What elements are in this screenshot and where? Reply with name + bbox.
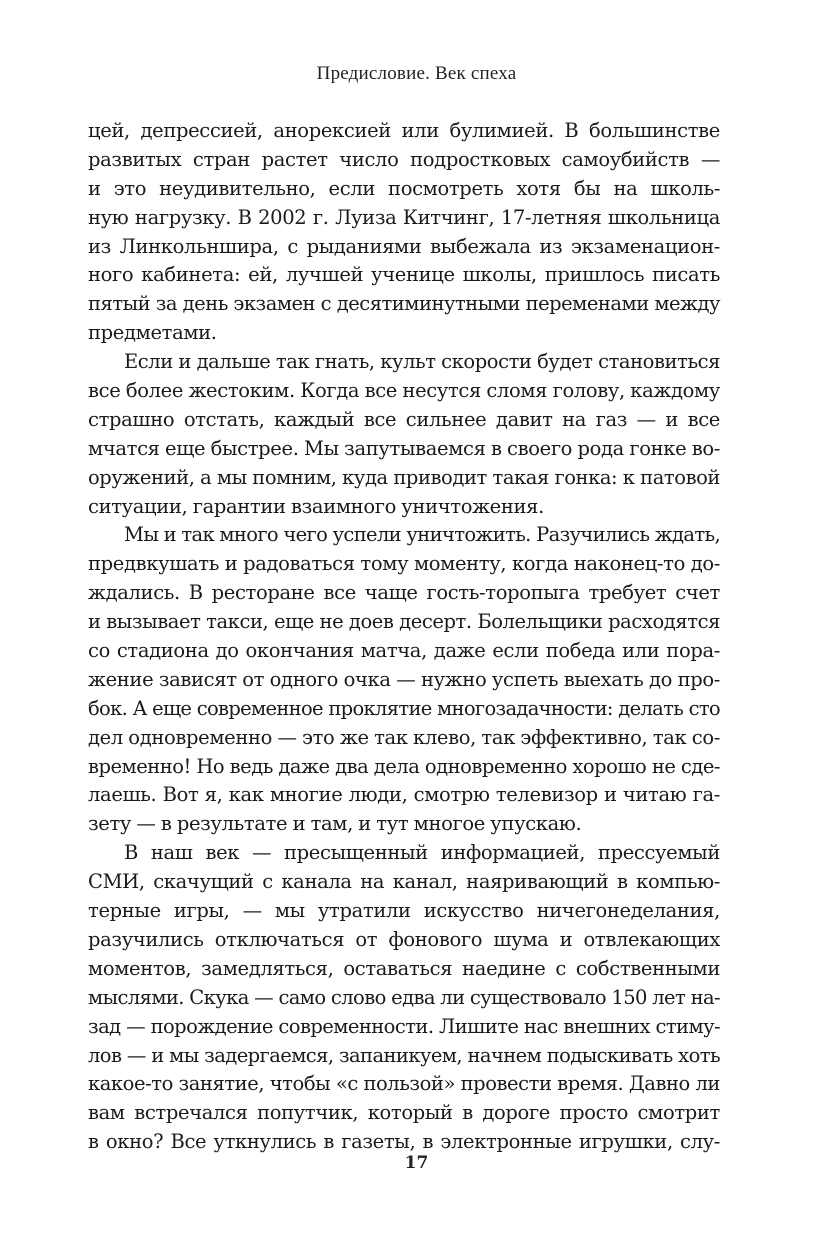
running-head: Предисловие. Век спеха	[316, 63, 517, 84]
text-line: предметами.	[88, 321, 217, 345]
text-line: пятый за день экзамен с десятиминутными переменами между	[88, 292, 720, 316]
text-line: ную нагрузку. В 2002 г. Луиза Китчинг, 17-летняя школьница	[88, 205, 720, 229]
text-line: со стадиона до окончания матча, даже если победа или пора-	[88, 639, 720, 663]
body-text	[88, 117, 720, 1157]
text-line: дел одновременно — это же так клево, так эффективно, так со-	[88, 725, 720, 749]
text-line: все более жестоким. Когда все несутся сломя голову, каждому	[88, 379, 720, 403]
text-line: моментов, замедляться, оставаться наедине с собственными	[88, 956, 720, 980]
text-line: лов — и мы задергаемся, запаникуем, начнем подыскивать хоть	[88, 1043, 720, 1067]
text-line: СМИ, скачущий с канала на канал, наяривающий в компью-	[88, 870, 720, 894]
text-line: и вызывает такси, еще не доев десерт. Болельщики расходятся	[88, 610, 720, 634]
text-line: зад — порождение современности. Лишите нас внешних стиму-	[88, 1014, 720, 1038]
text-line: цей, депрессией, анорексией или булимией. В большинстве	[88, 119, 720, 142]
text-line: терные игры, — мы утратили искусство ничегонеделания,	[88, 899, 720, 923]
text-line: Мы и так много чего успели уничтожить. Разучились ждать,	[124, 523, 720, 547]
text-line: мыслями. Скука — само слово едва ли существовало 150 лет на-	[88, 985, 720, 1009]
page-number: 17	[404, 1153, 429, 1173]
text-line: в окно? Все уткнулись в газеты, в электронные игрушки, слу-	[88, 1130, 720, 1154]
text-line: бок. А еще современное проклятие многозадачности: делать сто	[88, 696, 720, 720]
text-line: В наш век — пресыщенный информацией, прессуемый	[124, 841, 720, 865]
text-line: предвкушать и радоваться тому моменту, когда наконец-то до-	[88, 552, 720, 576]
text-line: развитых стран растет число подростковых самоубийств —	[88, 147, 720, 171]
text-line: зету — в результате и там, и тут многое упускаю.	[88, 812, 582, 836]
text-line: страшно отстать, каждый все сильнее давит на газ — и все	[88, 407, 720, 431]
text-line: из Линкольншира, с рыданиями выбежала из экзаменацион-	[88, 234, 720, 258]
text-line: какое-то занятие, чтобы «с пользой» провести время. Давно ли	[88, 1072, 720, 1096]
text-line: временно! Но ведь даже два дела одновременно хорошо не сде-	[88, 754, 720, 778]
text-line: жение зависят от одного очка — нужно успеть выехать до про-	[88, 667, 720, 691]
text-line: ситуации, гарантии взаимного уничтожения.	[88, 494, 544, 518]
text-line: оружений, а мы помним, куда приводит такая гонка: к патовой	[88, 465, 720, 489]
text-line: вам встречался попутчик, который в дороге просто смотрит	[88, 1101, 720, 1125]
text-line: мчатся еще быстрее. Мы запутываемся в своего рода гонке во-	[88, 436, 720, 460]
text-line: ного кабинета: ей, лучшей ученице школы, пришлось писать	[88, 263, 720, 287]
text-line: разучились отключаться от фонового шума и отвлекающих	[88, 927, 720, 951]
text-line: ждались. В ресторане все чаще гость-торопыга требует счет	[88, 581, 720, 605]
text-line: лаешь. Вот я, как многие люди, смотрю телевизор и читаю га-	[88, 783, 720, 807]
text-line: Если и дальше так гнать, культ скорости будет становиться	[124, 350, 720, 374]
text-line: и это неудивительно, если посмотреть хотя бы на школь-	[88, 176, 720, 200]
